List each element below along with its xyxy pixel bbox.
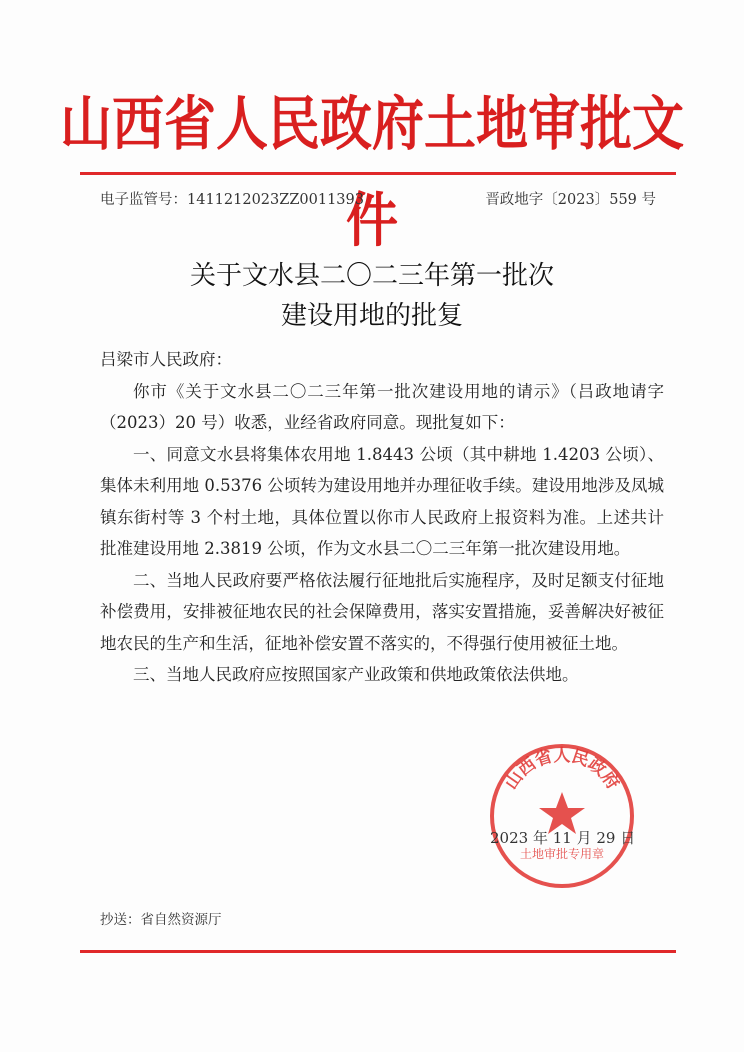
top-red-rule [80, 172, 676, 175]
document-number: 晋政地字〔2023〕559 号 [485, 192, 656, 208]
seal-bottom-text: 土地审批专用章 [519, 847, 605, 861]
body-paragraph: 三、当地人民政府应按照国家产业政策和供地政策依法供地。 [133, 665, 579, 684]
title-line-2: 建设用地的批复 [280, 301, 463, 331]
carbon-copy: 抄送：省自然资源厅 [100, 912, 222, 928]
masthead-title: 山西省人民政府土地审批文件 [59, 90, 684, 255]
issue-date: 2023 年 11 月 29 日 [490, 829, 636, 847]
bottom-red-rule [80, 950, 676, 953]
seal-arc-text: 山西省人民政府 [501, 745, 623, 794]
official-seal [488, 742, 636, 890]
body-paragraph: 二、当地人民政府要严格依法履行征地批后实施程序，及时足额支付征地补偿费用，安排被征地农民的社会保障费用，落实安置措施，妥善解决好被征地农民的生产和生活，征地补偿安置不落实的，不得强行使用被征土地。 [100, 570, 664, 653]
recipient: 吕梁市人民政府： [100, 350, 232, 369]
title-line-1: 关于文水县二〇二三年第一批次 [189, 261, 554, 291]
document-title [0, 256, 744, 336]
body-paragraph: 一、同意文水县将集体农用地 1.8443 公顷（其中耕地 1.4203 公顷）、集体未利用地 0.5376 公顷转为建设用地并办理征收手续。建设用地涉及凤城镇东街村等 3 个村土地，具体位置以你市人民政府上报资料为准。上述共计批准建设用地 2.3819 公顷，作为文水县二〇二三年第一批次建设用地。 [100, 444, 664, 558]
body-paragraph: 你市《关于文水县二〇二三年第一批次建设用地的请示》（吕政地请字（2023）20 号）收悉，业经省政府同意。现批复如下： [100, 381, 664, 432]
document-body [100, 344, 664, 691]
supervision-number: 电子监管号：1411212023ZZ0011393 [100, 192, 364, 208]
